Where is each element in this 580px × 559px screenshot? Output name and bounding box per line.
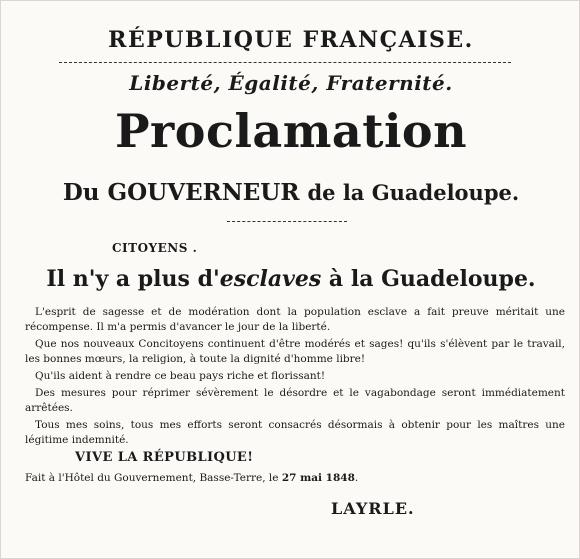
fait-suffix: .: [354, 472, 359, 484]
subtitle-gouverneur: GOUVERNEUR: [107, 179, 300, 206]
middle-divider: [227, 221, 347, 222]
fait-prefix: Fait à l'Hôtel du Gouvernement, Basse-Terre, le: [25, 472, 282, 484]
place-and-date: [25, 472, 358, 484]
paragraph: Que nos nouveaux Concitoyens continuent d'être modérés et sages! qu'ils s'élèvent par le travail, les bonnes mœurs, la religion, à toute la dignité d'homme libre!: [25, 338, 565, 365]
proclamation-title: Proclamation: [114, 104, 468, 158]
signature: LAYRLE.: [331, 499, 415, 518]
vive-la-republique: VIVE LA RÉPUBLIQUE!: [75, 450, 254, 465]
citoyens-salutation: CITOYENS .: [112, 241, 198, 255]
headline-after: à la Guadeloupe.: [321, 266, 536, 292]
paragraph: Tous mes soins, tous mes efforts seront consacrés désormais à obtenir pour les maîtres une légitime indemnité.: [25, 419, 565, 446]
subtitle-du: Du: [62, 179, 100, 206]
headline: [1, 266, 580, 292]
headline-before: Il n'y a plus d': [46, 266, 220, 292]
paragraph: Qu'ils aident à rendre ce beau pays riche et florissant!: [35, 370, 326, 382]
subtitle-guadeloupe: de la Guadeloupe.: [307, 180, 520, 205]
top-divider: [59, 62, 511, 63]
headline-emphasis: esclaves: [219, 266, 322, 292]
devise: Liberté, Égalité, Fraternité.: [129, 71, 453, 95]
proclamation-body: [25, 305, 565, 450]
fait-date: 27 mai 1848: [281, 472, 355, 484]
paragraph: Des mesures pour réprimer sévèrement le désordre et le vagabondage seront immédiatement arrêtées.: [25, 387, 565, 414]
republique-heading: RÉPUBLIQUE FRANÇAISE.: [108, 27, 474, 53]
gouverneur-subtitle: [1, 179, 580, 206]
paragraph: L'esprit de sagesse et de modération dont la population esclave a fait preuve méritait une récompense. Il m'a permis d'avancer le jour de la liberté.: [25, 306, 565, 333]
